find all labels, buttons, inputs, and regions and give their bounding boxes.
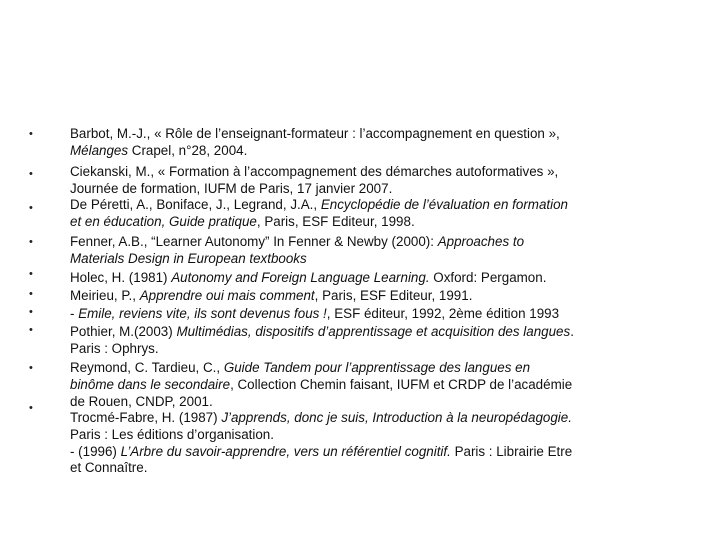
reference-title-text: Autonomy and Foreign Language Learning.	[171, 270, 430, 285]
reference-line	[70, 143, 690, 160]
list-bullet: •	[29, 288, 33, 300]
reference-line	[70, 288, 690, 305]
reference-title-text: Encyclopédie de l’évaluation en formation	[320, 197, 568, 212]
reference-text: Meirieu, P.,	[70, 288, 140, 303]
reference-text: Fenner, A.B., “Learner Autonomy” In Fenner & Newby (2000):	[70, 234, 438, 249]
reference-text: Journée de formation, IUFM de Paris, 17 janvier 2007.	[70, 180, 393, 196]
list-bullet: •	[29, 324, 33, 336]
list-bullet: •	[29, 168, 33, 180]
reference-text: Barbot, M.-J., « Rôle de l’enseignant-formateur : l’accompagnement en question »,	[70, 126, 560, 141]
list-bullet: •	[29, 236, 33, 248]
reference-line	[70, 270, 690, 287]
reference-line	[70, 444, 690, 461]
reference-title-text: Guide Tandem pour l’apprentissage des langues en	[223, 360, 531, 375]
reference-text: et Connaître.	[70, 460, 148, 476]
list-bullet: •	[29, 402, 33, 414]
reference-line	[70, 306, 690, 323]
reference-title-text: L’Arbre du savoir-apprendre, vers un référentiel cognitif.	[120, 443, 451, 459]
reference-line	[70, 394, 690, 411]
reference-title-text: et en éducation, Guide pratique	[70, 213, 257, 229]
reference-text: Crapel, n°28, 2004.	[128, 142, 248, 158]
reference-entry	[70, 306, 690, 323]
reference-entry	[70, 164, 690, 198]
reference-text: Pothier, M.(2003)	[70, 324, 177, 339]
reference-entry	[70, 197, 690, 231]
reference-line	[70, 460, 690, 477]
reference-line	[70, 197, 690, 214]
reference-line	[70, 360, 690, 377]
list-bullet: •	[29, 268, 33, 280]
reference-title-text: Emile, reviens vite, ils sont devenus fous !	[78, 306, 327, 321]
reference-entry	[70, 324, 690, 358]
reference-line	[70, 126, 690, 143]
reference-title-text: Apprendre oui mais comment	[139, 288, 315, 303]
reference-title-text: J’apprends, donc je suis, Introduction à la neuropédagogie.	[221, 410, 572, 425]
reference-line	[70, 181, 690, 198]
list-bullet: •	[29, 128, 33, 140]
reference-text: Reymond, C. Tardieu, C.,	[70, 360, 224, 375]
reference-entry	[70, 288, 690, 305]
reference-text: , Paris, ESF Editeur, 1991.	[314, 288, 473, 303]
reference-line	[70, 234, 690, 251]
reference-line	[70, 251, 690, 268]
reference-title-text: Approaches to	[437, 234, 525, 249]
reference-entry	[70, 234, 690, 268]
reference-entry	[70, 360, 690, 410]
reference-line	[70, 214, 690, 231]
reference-line	[70, 164, 690, 181]
reference-text: Trocmé-Fabre, H. (1987)	[70, 410, 222, 425]
reference-text: , Paris, ESF Editeur, 1998.	[256, 213, 415, 229]
reference-text: De Péretti, A., Boniface, J., Legrand, J.A.,	[70, 197, 321, 212]
reference-title-text: Materials Design in European textbooks	[70, 250, 307, 266]
reference-line	[70, 377, 690, 394]
reference-entry	[70, 270, 690, 287]
reference-text: , ESF éditeur, 1992, 2ème édition 1993	[326, 306, 560, 321]
reference-line	[70, 341, 690, 358]
reference-text: Paris : Les éditions d’organisation.	[70, 426, 274, 442]
reference-line	[70, 324, 690, 341]
reference-text: Ciekanski, M., « Formation à l’accompagnement des démarches autoformatives »,	[70, 164, 559, 179]
reference-entry	[70, 410, 690, 477]
list-bullet: •	[29, 362, 33, 374]
reference-line	[70, 410, 690, 427]
reference-title-text: Multimédias, dispositifs d’apprentissage et acquisition des langues	[176, 324, 571, 339]
reference-text: Paris : Librairie Etre	[450, 443, 573, 459]
reference-line	[70, 427, 690, 444]
reference-title-text: Mélanges	[70, 142, 129, 158]
reference-text: , Collection Chemin faisant, IUFM et CRDP de l’académie	[230, 376, 573, 392]
reference-text: Oxford: Pergamon.	[429, 270, 547, 285]
list-bullet: •	[29, 306, 33, 318]
reference-text: - (1996)	[70, 443, 121, 459]
reference-text: .	[570, 324, 574, 339]
reference-entry	[70, 126, 690, 160]
reference-text: de Rouen, CNDP, 2001.	[70, 393, 213, 409]
reference-title-text: binôme dans le secondaire	[70, 376, 231, 392]
reference-text: -	[70, 306, 79, 321]
list-bullet: •	[29, 202, 33, 214]
reference-text: Holec, H. (1981)	[70, 270, 172, 285]
reference-text: Paris : Ophrys.	[70, 340, 159, 356]
